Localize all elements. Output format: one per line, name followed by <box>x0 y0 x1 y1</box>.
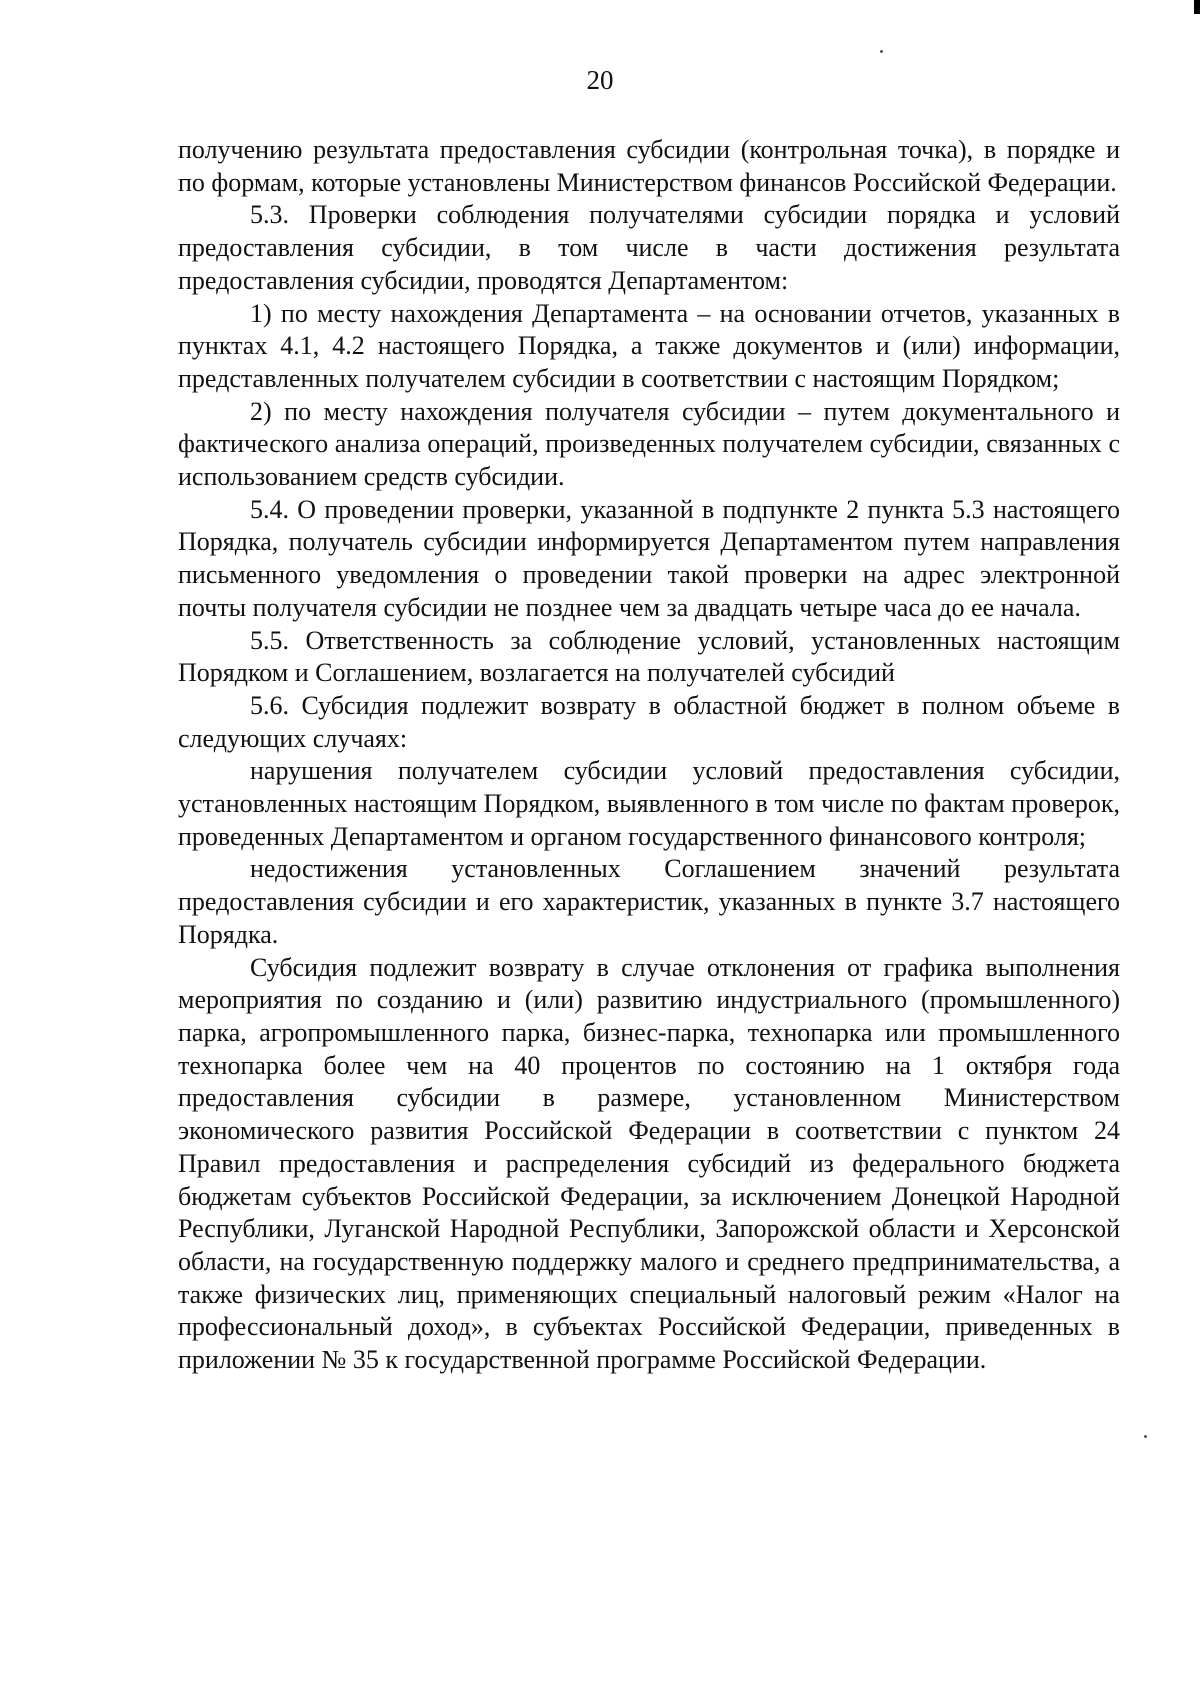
page-number: 20 <box>586 65 614 95</box>
paragraph-subsidy-return: Субсидия подлежит возврату в случае отклонения от графика выполнения мероприятия по созданию и (или) развитию индустриального (промышленного) парка, агропромышленного парка, бизнес-парка, технопарка или промышленного технопарка более чем на 40 процентов по состоянию на 1 октября года предоставления субсидии в размере, установленном Министерством экономического развития Российской Федерации в соответствии с пунктом 24 Правил предоставления и распределения субсидий из федерального бюджета бюджетам субъектов Российской Федерации, за исключением Донецкой Народной Республики, Луганской Народной Республики, Запорожской области и Херсонской области, на государственную поддержку малого и среднего предпринимательства, а также физических лиц, применяющих специальный налоговый режим «Налог на профессиональный доход», в субъектах Российской Федерации, приведенных в приложении № 35 к государственной программе Российской Федерации. <box>178 952 1120 1375</box>
scan-speck <box>1144 1435 1147 1438</box>
scan-edge-mark <box>1194 0 1200 14</box>
paragraph-5-3-item-2: 2) по месту нахождения получателя субсидии – путем документального и фактического анализа операций, произведенных получателем субсидии, связанных с использованием средств субсидии. <box>178 396 1120 492</box>
paragraph-5-6-case-2: недостижения установленных Соглашением значений результата предоставления субсидии и его характеристик, указанных в пункте 3.7 настоящего Порядка. <box>178 854 1120 949</box>
paragraph-5-5: 5.5. Ответственность за соблюдение условий, установленных настоящим Порядком и Соглашением, возлагается на получателей субсидий <box>178 625 1120 688</box>
paragraph-5-6: 5.6. Субсидия подлежит возврату в областной бюджет в полном объеме в следующих случаях: <box>178 690 1120 753</box>
paragraph-continuation: получению результата предоставления субсидии (контрольная точка), в порядке и по формам, которые установлены Министерством финансов Российской Федерации. <box>178 135 1120 197</box>
paragraph-5-3-item-1: 1) по месту нахождения Департамента – на основании отчетов, указанных в пунктах 4.1, 4.2 настоящего Порядка, а также документов и (или) информации, представленных получателем субсидии в соответствии с настоящим Порядком; <box>178 298 1120 393</box>
paragraph-5-4: 5.4. О проведении проверки, указанной в подпункте 2 пункта 5.3 настоящего Порядка, получатель субсидии информируется Департаментом путем направления письменного уведомления о проведении такой проверки на адрес электронной почты получателя субсидии не позднее чем за двадцать четыре часа до ее начала. <box>178 494 1120 622</box>
document-body <box>178 134 1120 1377</box>
paragraph-5-6-case-1: нарушения получателем субсидии условий предоставления субсидии, установленных настоящим Порядком, выявленного в том числе по фактам проверок, проведенных Департаментом и органом государственного финансового контроля; <box>178 756 1120 851</box>
scan-speck <box>880 50 883 53</box>
paragraph-5-3: 5.3. Проверки соблюдения получателями субсидии порядка и условий предоставления субсидии, в том числе в части достижения результата предоставления субсидии, проводятся Департаментом: <box>178 200 1120 295</box>
